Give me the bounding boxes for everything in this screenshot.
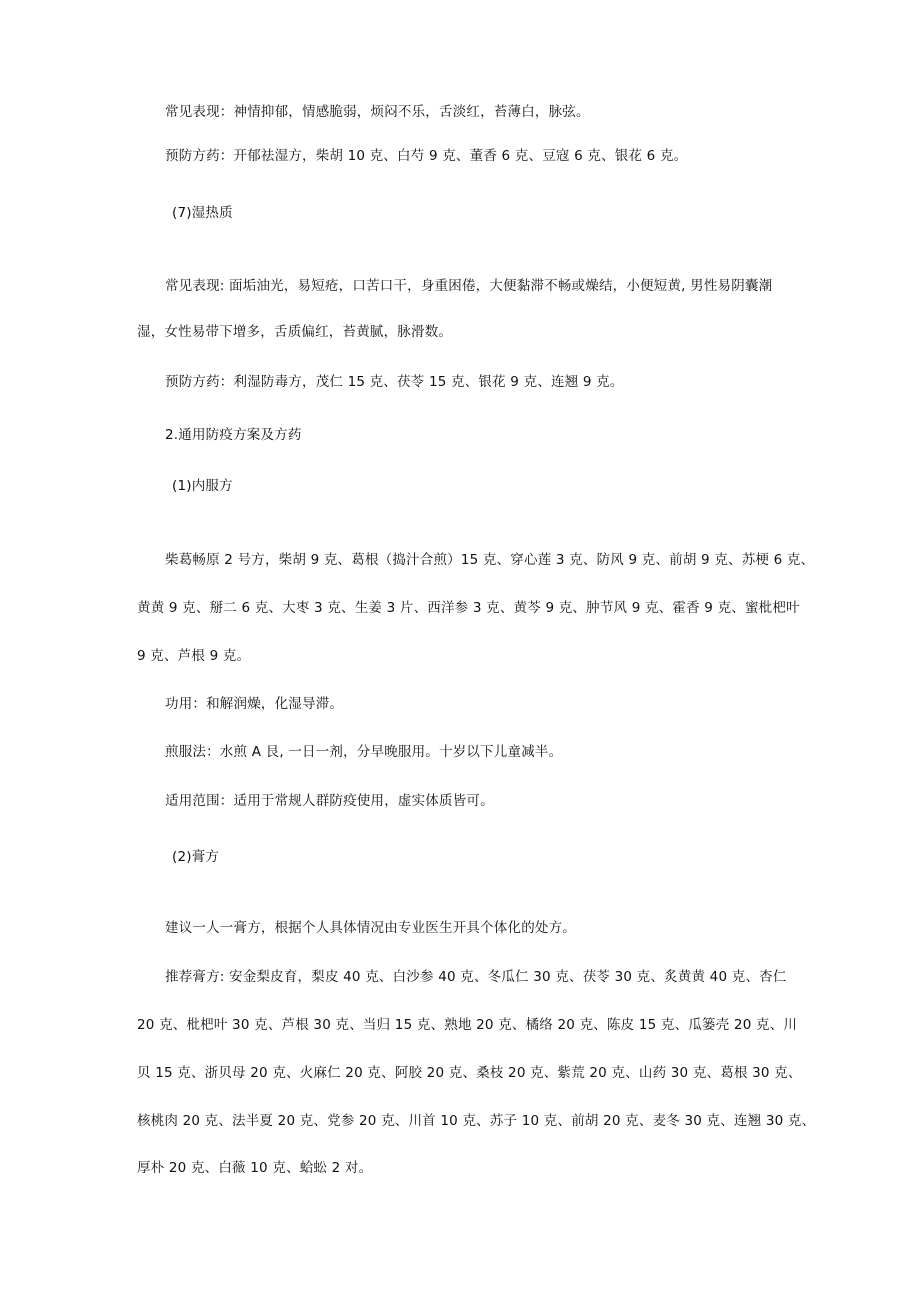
section-heading-general-plan: 2.通用防疫方案及方药	[165, 427, 302, 443]
function-line: 功用：和解润燥，化湿导滞。	[165, 696, 344, 712]
oral-prescription-line-3: 9 克、芦根 9 克。	[137, 648, 251, 664]
recommended-paste-line-1: 推荐膏方: 安金梨皮育，梨皮 40 克、白沙参 40 克、冬瓜仁 30 克、茯苓 30 克、炙黄黄 40 克、杏仁	[165, 969, 787, 985]
damp-heat-symptoms-line-1: 常见表现: 面垢油光，易短疮，口苦口干，身重困倦，大便黏滞不畅或燥结，小便短黄, 男性易阴囊潮	[165, 278, 773, 294]
paste-recommendation-line: 建议一人一膏方，根据个人具体情况由专业医生开具个体化的处方。	[165, 920, 576, 936]
damp-heat-symptoms-line-2: 湿，女性易带下增多，舌质偏红，苔黄腻，脉滑数。	[137, 324, 453, 340]
constitution-prescription-line: 预防方药：开郁祛湿方，柴胡 10 克、白芍 9 克、董香 6 克、豆寇 6 克、银花 6 克。	[165, 148, 688, 164]
recommended-paste-line-4: 核桃肉 20 克、法半夏 20 克、党参 20 克、川首 10 克、苏子 10 克、前胡 20 克、麦冬 30 克、连翘 30 克、	[137, 1113, 816, 1129]
recommended-paste-line-2: 20 克、枇杷叶 30 克、芦根 30 克、当归 15 克、熟地 20 克、橘络 20 克、陈皮 15 克、瓜篓壳 20 克、川	[137, 1017, 798, 1033]
recommended-paste-line-5: 厚朴 20 克、白薇 10 克、蛤蚣 2 对。	[137, 1160, 373, 1176]
constitution-symptoms-line: 常见表现：神情抑郁，情感脆弱，烦闷不乐，舌淡红，苔薄白，脉弦。	[165, 104, 590, 120]
oral-prescription-line-1: 柴葛畅原 2 号方，柴胡 9 克、葛根（捣汁合煎）15 克、穿心莲 3 克、防风 9 克、前胡 9 克、苏梗 6 克、	[165, 552, 815, 568]
oral-prescription-line-2: 黄黄 9 克、掰二 6 克、大枣 3 克、生姜 3 片、西洋参 3 克、黄芩 9 克、肿节风 9 克、霍香 9 克、蜜枇杷叶	[137, 600, 800, 616]
section-heading-damp-heat: (7)湿热质	[172, 205, 233, 221]
section-heading-oral-prescription: (1)内服方	[172, 478, 233, 494]
decoction-method-line: 煎服法：水煎 A 艮, 一日一剂，分早晚服用。十岁以下儿童减半。	[165, 744, 563, 760]
recommended-paste-line-3: 贝 15 克、浙贝母 20 克、火麻仁 20 克、阿胶 20 克、桑枝 20 克、紫荒 20 克、山药 30 克、葛根 30 克、	[137, 1065, 802, 1081]
scope-of-use-line: 适用范围：适用于常规人群防疫使用，虚实体质皆可。	[165, 793, 494, 809]
section-heading-paste-prescription: (2)膏方	[172, 849, 220, 865]
damp-heat-prescription-line: 预防方药：利湿防毒方，茂仁 15 克、茯苓 15 克、银花 9 克、连翘 9 克。	[165, 374, 624, 390]
